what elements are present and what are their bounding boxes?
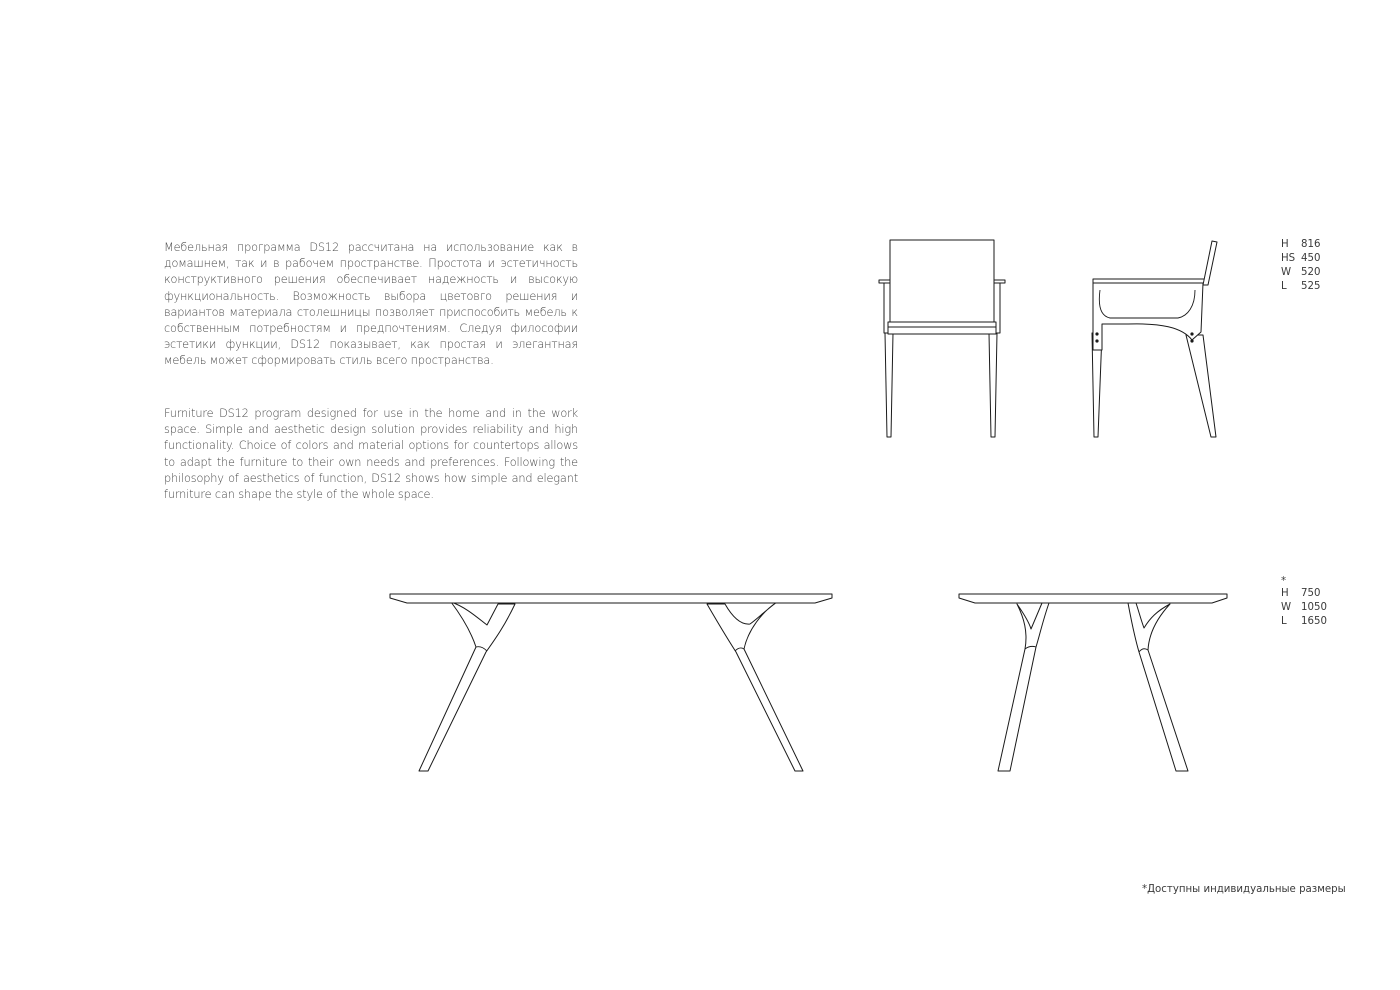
table-long-side-view — [385, 585, 840, 775]
spec-row-h: H 816 — [1281, 239, 1321, 250]
description-ru: Мебельная программа DS12 рассчитана на использование как в домашнем, так и в рабочем пространстве. Простота и эстетичность конструктивного решения обеспечивает надежность и высокую функциональность. Возможность выбора цветовго решения и вариантов материала столешницы позволяет приспособить мебель к собственным потребностям и предпочтениям. Следуя философии эстетики функции, DS12 показывает, как простая и элегантная мебель может сформировать стиль всего пространства. — [164, 241, 578, 368]
spec-row-w: W 520 — [1281, 267, 1321, 278]
table-short-side-view — [955, 585, 1230, 775]
spec-row-l: L 525 — [1281, 281, 1321, 292]
spec-row-w: W 1050 — [1281, 602, 1327, 613]
footnote: *Доступны индивидуальные размеры — [1142, 884, 1346, 895]
table-dimensions — [1281, 575, 1327, 629]
spec-row-l: L 1650 — [1281, 616, 1327, 627]
chair-side-view — [1080, 232, 1220, 447]
spec-row-hs: HS 450 — [1281, 253, 1321, 264]
chair-front-view — [870, 232, 1020, 447]
description-en: Furniture DS12 program designed for use in the home and in the work space. Simple and aesthetic design solution provides reliability and high functionality. Choice of colors and material options for countertops allows to adapt the furniture to their own needs and preferences. Following the philosophy of aesthetics of function, DS12 shows how simple and elegant furniture can shape the style of the whole space. — [164, 407, 578, 502]
spec-row-h: H 750 — [1281, 588, 1321, 599]
custom-size-marker: * — [1281, 576, 1287, 587]
chair-dimensions — [1281, 238, 1320, 294]
